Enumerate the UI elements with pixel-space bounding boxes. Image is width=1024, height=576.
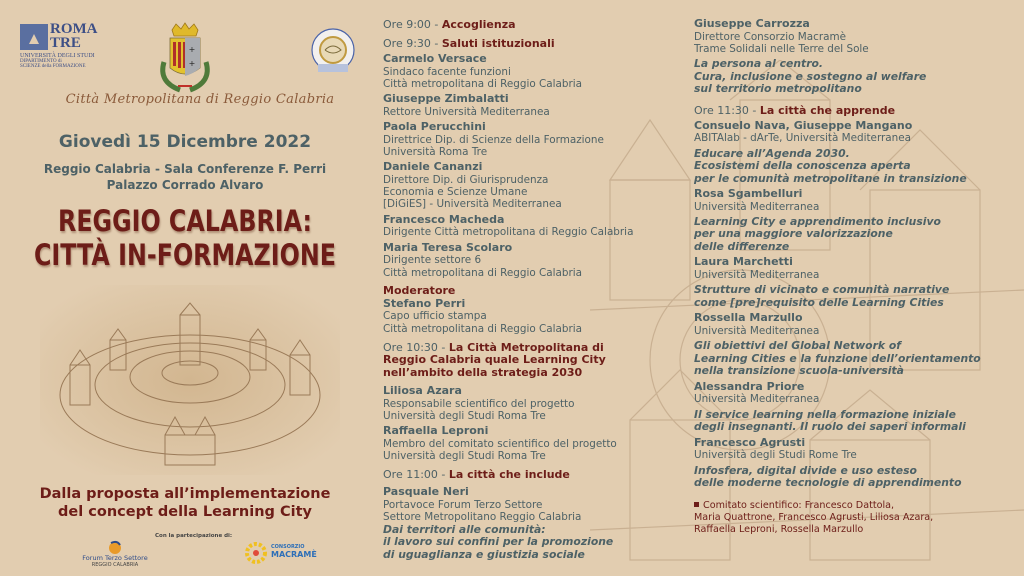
event-title: CITTÀ IN-FORMAZIONE — [33, 238, 337, 272]
committee-text: Raffaella Leproni, Rossella Marzullo — [694, 523, 864, 535]
session-title: nell’ambito della strategia 2030 — [383, 365, 583, 379]
session-apprende — [694, 104, 1014, 117]
logo-text: SCIENZE della FORMAZIONE — [20, 64, 86, 69]
moderator-label: Moderatore — [383, 283, 456, 297]
session-time: Ore 11:30 - — [694, 103, 760, 117]
speaker-name: Carmelo Versace — [383, 52, 487, 65]
logo-text: ROMA — [50, 21, 98, 37]
speaker-role: Università degli Studi Rome Tre — [694, 449, 857, 462]
talk-title: degli insegnanti. Il ruolo dei saperi informali — [694, 420, 966, 434]
speaker-role: Portavoce Forum Terzo Settore — [383, 498, 543, 511]
macrame-sun-icon — [243, 540, 269, 566]
partner-subname: REGGIO CALABRIA — [91, 562, 139, 568]
session-time: Ore 11:00 - — [383, 468, 449, 482]
talk-title: per una maggiore valorizzazione — [694, 227, 893, 241]
session-time: Ore 9:30 - — [383, 37, 442, 50]
speaker-role: Rettore Università Mediterranea — [383, 105, 550, 118]
logo-text: DIPARTIMENTO di — [20, 59, 62, 64]
talk-title: per le comunità metropolitane in transizione — [694, 171, 967, 185]
speaker-role: Università Roma Tre — [383, 145, 488, 158]
talk-title: Learning Cities e la funzione dell’orientamento — [694, 351, 981, 365]
logo-text: TRE — [50, 35, 81, 51]
program-column-2 — [694, 18, 1014, 536]
speaker-name: Maria Teresa Scolaro — [383, 240, 513, 254]
left-panel — [0, 0, 370, 576]
speaker-name: Raffaella Leproni — [383, 424, 489, 438]
talk-title: La persona al centro. — [694, 57, 824, 71]
speaker-name: Paola Perucchini — [383, 120, 486, 134]
talk-title: Cura, inclusione e sostegno al welfare — [694, 69, 927, 83]
speaker-role: Università degli Studi Roma Tre — [383, 409, 546, 422]
speaker-name: Giuseppe Zimbalatti — [383, 92, 509, 106]
session-time: Ore 9:00 - — [383, 18, 442, 31]
speaker-role: Sindaco facente funzioni — [383, 65, 511, 78]
speaker-role: Responsabile scientifico del progetto — [383, 397, 575, 410]
speaker-name: Giuseppe Carrozza — [694, 17, 810, 30]
event-venue: Reggio Calabria - Sala Conferenze F. Perri — [43, 162, 327, 176]
talk-title: Dai territori alle comunità: — [383, 522, 546, 536]
speaker-role: Settore Metropolitano Reggio Calabria — [383, 511, 582, 524]
program-column-1 — [383, 16, 683, 561]
speaker-role: Città metropolitana di Reggio Calabria — [383, 322, 583, 335]
event-venue-building: Palazzo Corrado Alvaro — [106, 178, 264, 192]
speaker-role: Economia e Scienze Umane — [383, 186, 528, 199]
speaker-name: Rossella Marzullo — [694, 311, 803, 325]
coat-of-arms-icon — [150, 22, 220, 94]
speaker-role: Direttrice Dip. di Scienze della Formazione — [383, 133, 604, 146]
speaker-role: Direttore Consorzio Macramè — [694, 30, 847, 43]
session-title: La città che include — [448, 468, 570, 482]
forum-terzo-settore-logo — [80, 540, 150, 570]
session-saluti — [383, 37, 683, 50]
speaker-role: ABITAlab - dArTe, Università Mediterranea — [694, 132, 912, 145]
speaker-name: Pasquale Neri — [383, 485, 469, 499]
speaker-name: Stefano Perri — [383, 296, 466, 310]
session-title: Saluti istituzionali — [441, 37, 555, 50]
scientific-committee — [694, 500, 1014, 512]
talk-title: Ecosistemi della conoscenza aperta — [694, 159, 911, 173]
speaker-role: Direttore Dip. di Giurisprudenza — [383, 173, 549, 186]
talk-title: delle moderne tecnologie di apprendimento — [694, 476, 962, 490]
event-date: Giovedì 15 Dicembre 2022 — [58, 132, 312, 152]
participation-label: Con la partecipazione di: — [155, 533, 233, 539]
bullet-icon — [694, 502, 699, 507]
talk-title: di uguaglianza e giustizia sociale — [383, 547, 585, 561]
session-accoglienza — [383, 18, 683, 31]
speaker-role: Dirigente Città metropolitana di Reggio Calabria — [383, 226, 634, 239]
speaker-role: Capo ufficio stampa — [383, 310, 487, 323]
session-title: La Città Metropolitana di — [448, 341, 604, 355]
speaker-name: Alessandra Priore — [694, 379, 805, 393]
session-title: Accoglienza — [441, 18, 516, 31]
event-subtitle: Dalla proposta all’implementazione — [39, 486, 331, 502]
roma-tre-logo — [20, 22, 108, 72]
universita-mediterranea-logo — [310, 28, 356, 74]
talk-title: Gli obiettivi del Global Network of — [694, 339, 901, 353]
speaker-name: Liliosa Azara — [383, 384, 462, 398]
speaker-role: [DiGiES] - Università Mediterranea — [383, 198, 562, 211]
speaker-role: Città metropolitana di Reggio Calabria — [383, 266, 583, 279]
partner-name: MACRAMÈ — [271, 550, 317, 559]
speaker-name: Laura Marchetti — [694, 255, 793, 269]
speaker-role: Città metropolitana di Reggio Calabria — [383, 77, 583, 90]
talk-title: il lavoro sui confini per la promozione — [383, 535, 614, 549]
speaker-role: Trame Solidali nelle Terre del Sole — [694, 42, 869, 55]
event-subtitle: del concept della Learning City — [58, 504, 312, 520]
consorzio-macrame-logo — [243, 540, 323, 566]
talk-title: Learning City e apprendimento inclusivo — [694, 214, 941, 228]
speaker-role: Università Mediterranea — [694, 324, 820, 337]
talk-title: Strutture di vicinato e comunità narrative — [694, 283, 950, 297]
session-include — [383, 468, 683, 481]
metro-city-title: Città Metropolitana di Reggio Calabria — [65, 92, 335, 107]
talk-title: come [pre]requisito delle Learning Cities — [694, 295, 944, 309]
speaker-role: Università Mediterranea — [694, 393, 820, 406]
talk-title: Il service learning nella formazione iniziale — [694, 407, 956, 421]
talk-title: Educare all’Agenda 2030. — [694, 146, 850, 160]
session-title: La città che apprende — [759, 103, 896, 117]
speaker-role: Università Mediterranea — [694, 200, 820, 213]
speaker-name: Francesco Macheda — [383, 212, 505, 226]
committee-text: Maria Quattrone, Francesco Agrusti, Liliosa Azara, — [694, 511, 934, 523]
arch-icon — [20, 24, 48, 50]
committee-text: Comitato scientifico: Francesco Dattola, — [703, 499, 895, 511]
talk-title: nella transizione scuola-università — [694, 364, 904, 378]
medieval-city-illustration — [40, 285, 340, 475]
logo-text: UNIVERSITÀ DEGLI STUDI — [20, 53, 95, 59]
session-time: Ore 10:30 - — [383, 341, 449, 355]
talk-title: Infosfera, digital divide e uso esteso — [694, 463, 917, 477]
speaker-role: Dirigente settore 6 — [383, 254, 482, 267]
svg-text:+: + — [188, 45, 196, 54]
speaker-name: Consuelo Nava, Giuseppe Mangano — [694, 118, 913, 132]
speaker-name: Francesco Agrusti — [694, 435, 806, 449]
speaker-role: Università Mediterranea — [694, 269, 820, 282]
speaker-name: Rosa Sgambelluri — [694, 187, 803, 201]
speaker-name: Daniele Cananzi — [383, 160, 483, 174]
partner-name: CONSORZIO — [271, 544, 305, 550]
partner-name: Forum Terzo Settore — [82, 554, 148, 562]
svg-text:+: + — [188, 59, 196, 68]
forum-logo-icon — [107, 540, 123, 554]
event-title: REGGIO CALABRIA: — [58, 204, 312, 238]
talk-title: delle differenze — [694, 239, 790, 253]
talk-title: sul territorio metropolitano — [694, 82, 862, 96]
speaker-role: Membro del comitato scientifico del progetto — [383, 437, 617, 450]
speaker-role: Università degli Studi Roma Tre — [383, 450, 546, 463]
session-title: Reggio Calabria quale Learning City — [383, 353, 606, 367]
